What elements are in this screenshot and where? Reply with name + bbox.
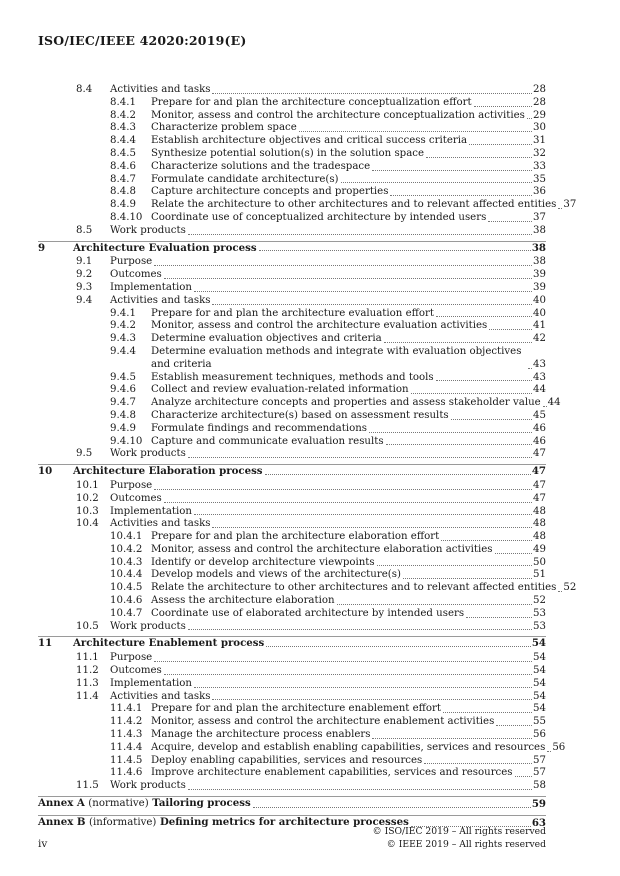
toc-entry-page: 56: [533, 729, 546, 741]
toc-entry-title: Prepare for and plan the architecture evaluation effort: [151, 307, 434, 319]
copyright-ieee: © IEEE 2019 – All rights reserved: [386, 839, 546, 850]
toc-entry-page: 33: [533, 160, 546, 172]
toc-entry[interactable]: [38, 741, 566, 755]
toc-entry-page: 47: [533, 492, 546, 504]
dot-leader: [386, 444, 532, 445]
toc-entry-page: 47: [531, 465, 546, 478]
toc-entry-title: Outcomes: [110, 665, 162, 677]
toc-entry-page: 37: [533, 211, 546, 223]
toc-entry-number: 10.1: [76, 479, 99, 491]
dot-leader: [372, 738, 532, 739]
toc-entry[interactable]: [38, 295, 546, 308]
toc-entry-title: Prepare for and plan the architecture elaboration effort: [151, 531, 440, 543]
toc-entry-title: Synthesize potential solution(s) in the solution space: [151, 147, 425, 159]
dot-leader: [515, 776, 533, 777]
toc-entry-title: Implementation: [110, 281, 192, 293]
toc-entry-title: Capture architecture concepts and properties: [151, 186, 389, 198]
annex-entry[interactable]: [38, 796, 546, 812]
toc-entry-title: Capture and communicate evaluation results: [151, 435, 384, 447]
toc-entry-number: 9.4.7: [110, 397, 136, 409]
toc-entry-title: Activities and tasks: [110, 690, 211, 702]
toc-entry-number: 8.5: [76, 224, 93, 236]
toc-entry[interactable]: [38, 531, 546, 544]
toc-entry[interactable]: [38, 480, 546, 493]
toc-entry-number: 10: [38, 465, 53, 478]
toc-entry-number: 8.4.3: [110, 122, 136, 134]
dot-leader: [164, 502, 532, 503]
toc-entry[interactable]: [38, 716, 546, 729]
toc-entry-title: Establish architecture objectives and critical success criteria: [151, 135, 468, 147]
toc-entry-number: 9.4.8: [110, 409, 136, 421]
toc-entry-title: Purpose: [110, 479, 153, 491]
dot-leader: [403, 578, 532, 579]
toc-entry-number: 9.4.3: [110, 333, 136, 345]
dot-leader: [436, 380, 532, 381]
annex-label: Annex B: [38, 815, 86, 828]
toc-entry[interactable]: [38, 241, 546, 257]
toc-entry-number: 10.4.2: [110, 543, 143, 555]
toc-entry[interactable]: [38, 678, 546, 691]
toc-entry[interactable]: [38, 755, 546, 768]
toc-entry-page: 38: [531, 241, 546, 254]
annex-page: 59: [531, 798, 546, 811]
toc-entry-number: 10.2: [76, 492, 99, 504]
toc-entry[interactable]: [38, 320, 546, 333]
dot-leader: [164, 674, 532, 675]
dot-leader: [253, 807, 531, 808]
toc-entry-number: 11.4.5: [110, 754, 143, 766]
document-header: ISO/IEC/IEEE 42020:2019(E): [38, 33, 247, 48]
toc-entry[interactable]: [38, 84, 546, 97]
toc-entry-page: 57: [533, 767, 546, 779]
dot-leader: [212, 699, 532, 700]
toc-entry-title: Characterize architecture(s) based on assessment results: [151, 409, 449, 421]
toc-entry-page: 40: [533, 307, 546, 319]
toc-entry-page: 36: [533, 186, 546, 198]
dot-leader: [194, 291, 532, 292]
toc-entry[interactable]: [38, 333, 546, 346]
toc-entry-page: 28: [533, 84, 546, 95]
toc-entry[interactable]: [38, 729, 546, 742]
toc-entry-number: 9.4.4: [110, 345, 136, 357]
toc-entry-page: 48: [533, 518, 546, 530]
dot-leader: [390, 195, 532, 196]
toc-entry-title: Monitor, assess and control the architecture conceptualization activities: [151, 109, 525, 121]
dot-leader: [543, 406, 547, 407]
toc-entry-page: 51: [533, 569, 546, 581]
toc-entry-page: 40: [533, 294, 546, 306]
toc-entry-page: 52: [563, 582, 577, 594]
toc-entry-number: 11: [38, 637, 53, 650]
toc-entry-page: 44: [547, 397, 561, 409]
toc-entry-number: 10.4.1: [110, 531, 143, 543]
toc-entry[interactable]: [38, 518, 546, 531]
toc-entry-title: Determine evaluation methods and integrate with evaluation objectives and criteria: [151, 345, 522, 370]
dot-leader: [259, 250, 531, 251]
dot-leader: [466, 617, 532, 618]
dot-leader: [212, 527, 532, 528]
toc-entry-title: Manage the architecture process enablers: [151, 729, 371, 741]
toc-entry[interactable]: [38, 621, 546, 634]
toc-entry[interactable]: [38, 256, 546, 269]
toc-entry[interactable]: [38, 636, 546, 652]
dot-leader: [154, 265, 532, 266]
toc-entry[interactable]: [38, 436, 546, 449]
toc-entry-page: 46: [533, 435, 546, 447]
dot-leader: [488, 221, 532, 222]
toc-entry[interactable]: [38, 346, 546, 372]
toc-entry-number: 11.4.1: [110, 703, 143, 715]
toc-entry-title: Activities and tasks: [110, 294, 211, 306]
toc-entry-number: 9.4.6: [110, 384, 136, 396]
toc-entry[interactable]: [38, 569, 546, 582]
toc-entry-page: 54: [533, 652, 546, 664]
dot-leader: [299, 131, 532, 132]
toc-entry-page: 41: [533, 320, 546, 332]
toc-entry-number: 10.4: [76, 518, 99, 530]
toc-entry-page: 42: [533, 333, 546, 345]
dot-leader: [188, 234, 532, 235]
toc-entry-page: 43: [533, 358, 546, 370]
toc-entry-number: 9.4.2: [110, 320, 136, 332]
toc-entry-title: Develop models and views of the architecture(s): [151, 569, 401, 581]
toc-entry-title: Formulate candidate architecture(s): [151, 173, 339, 185]
toc-entry-page: 47: [533, 479, 546, 491]
dot-leader: [547, 751, 551, 752]
toc-entry-number: 8.4.7: [110, 173, 136, 185]
dot-leader: [188, 457, 532, 458]
toc-entry-title: Establish measurement techniques, methods and tools: [151, 371, 434, 383]
toc-entry-page: 54: [533, 677, 546, 689]
toc-entry[interactable]: [38, 703, 546, 716]
toc-entry-number: 8.4: [76, 84, 93, 95]
toc-entry-page: 54: [531, 637, 546, 650]
toc-entry[interactable]: [38, 174, 546, 187]
toc-entry-page: 56: [552, 741, 566, 753]
toc-entry-page: 49: [533, 543, 546, 555]
dot-leader: [558, 591, 562, 592]
toc-entry-title: Architecture Enablement process: [73, 637, 265, 650]
toc-entry-title: Identify or develop architecture viewpoints: [151, 556, 375, 568]
toc-entry[interactable]: [38, 410, 546, 423]
toc-entry-page: 45: [533, 409, 546, 421]
toc-entry[interactable]: [38, 557, 546, 570]
toc-entry-page: 55: [533, 716, 546, 728]
annex-title: Defining metrics for architecture processes: [159, 815, 409, 828]
toc-entry[interactable]: [38, 122, 546, 135]
toc-entry-page: 52: [533, 595, 546, 607]
toc-entry-number: 9.4.5: [110, 371, 136, 383]
toc-entry[interactable]: [38, 423, 546, 436]
dot-leader: [441, 540, 532, 541]
toc-entry-title: Formulate findings and recommendations: [151, 422, 368, 434]
toc-entry-number: 10.5: [76, 620, 99, 632]
toc-entry[interactable]: [38, 595, 546, 608]
toc-entry-page: 44: [533, 384, 546, 396]
toc-entry[interactable]: [38, 148, 546, 161]
dot-leader: [558, 208, 562, 209]
toc-entry-page: 54: [533, 690, 546, 702]
toc-entry-number: 11.3: [76, 677, 99, 689]
toc-entry-title: Purpose: [110, 256, 153, 268]
toc-entry[interactable]: [38, 225, 546, 238]
toc-entry-title: Relate the architecture to other architectures and to relevant affected entities: [151, 199, 557, 211]
dot-leader: [528, 368, 532, 369]
toc-entry-page: 54: [533, 703, 546, 715]
toc-entry-title: Work products: [110, 448, 186, 460]
toc-entry-number: 11.4.3: [110, 729, 143, 741]
toc-entry-page: 48: [533, 505, 546, 517]
toc-entry-title: Architecture Evaluation process: [73, 241, 257, 254]
toc-entry-number: 10.4.5: [110, 582, 143, 594]
toc-entry-title: Outcomes: [110, 492, 162, 504]
dot-leader: [266, 646, 531, 647]
annex-page: 63: [531, 816, 546, 829]
toc-entry-title: Relate the architecture to other architectures and to relevant affected entities: [151, 582, 557, 594]
toc-entry-number: 9: [38, 241, 46, 254]
dot-leader: [436, 316, 532, 317]
toc-entry[interactable]: [38, 448, 546, 461]
toc-entry-page: 54: [533, 665, 546, 677]
toc-entry[interactable]: [38, 212, 546, 225]
toc-entry-number: 10.4.4: [110, 569, 143, 581]
toc-entry-title: Monitor, assess and control the architecture enablement activities: [151, 716, 495, 728]
toc-entry-title: Assess the architecture elaboration: [151, 595, 335, 607]
dot-leader: [369, 432, 532, 433]
toc-entry-number: 9.1: [76, 256, 93, 268]
toc-entry-title: Outcomes: [110, 269, 162, 281]
toc-entry-number: 11.4.6: [110, 767, 143, 779]
toc-entry-title: Monitor, assess and control the architecture elaboration activities: [151, 543, 493, 555]
toc-entry-page: 38: [533, 256, 546, 268]
dot-leader: [154, 661, 532, 662]
toc-entry-number: 8.4.1: [110, 96, 136, 108]
toc-entry[interactable]: [38, 780, 546, 793]
dot-leader: [469, 144, 532, 145]
toc-entry-page: 39: [533, 269, 546, 281]
toc-entry-page: 38: [533, 224, 546, 236]
toc-entry-page: 43: [533, 371, 546, 383]
toc-entry[interactable]: [38, 544, 546, 557]
toc-entry-page: 37: [563, 199, 577, 211]
dot-leader: [411, 393, 532, 394]
toc-entry[interactable]: [38, 97, 546, 110]
toc-entry-number: 10.4.6: [110, 595, 143, 607]
toc-entry-number: 10.3: [76, 505, 99, 517]
toc-entry-title: Activities and tasks: [110, 518, 211, 530]
toc-entry[interactable]: [38, 506, 546, 519]
toc-entry-title: Monitor, assess and control the architecture evaluation activities: [151, 320, 488, 332]
toc-entry-number: 9.3: [76, 281, 93, 293]
toc-entry[interactable]: [38, 397, 561, 410]
toc-entry-title: Implementation: [110, 505, 192, 517]
toc-entry-title: Characterize solutions and the tradespace: [151, 160, 371, 172]
toc-entry[interactable]: [38, 282, 546, 295]
dot-leader: [265, 474, 531, 475]
toc-entry-title: Improve architecture enablement capabilities, services and resources: [151, 767, 513, 779]
dot-leader: [212, 304, 532, 305]
toc-entry-page: 47: [533, 448, 546, 460]
toc-entry[interactable]: [38, 665, 546, 678]
toc-entry-number: 8.4.8: [110, 186, 136, 198]
dot-leader: [474, 106, 532, 107]
toc-entry-page: 57: [533, 754, 546, 766]
toc-entry-page: 53: [533, 607, 546, 619]
dot-leader: [489, 329, 532, 330]
toc-entry[interactable]: [38, 199, 577, 212]
annex-kind: (normative): [88, 798, 149, 810]
toc-entry[interactable]: [38, 269, 546, 282]
toc-entry-page: 35: [533, 173, 546, 185]
toc-entry-number: 9.2: [76, 269, 93, 281]
toc-entry[interactable]: [38, 384, 546, 397]
toc-entry-number: 9.5: [76, 448, 93, 460]
toc-entry-number: 11.2: [76, 665, 99, 677]
toc-entry-number: 11.5: [76, 780, 99, 792]
dot-leader: [527, 118, 532, 119]
toc-entry-title: Analyze architecture concepts and properties and assess stakeholder value: [151, 397, 541, 409]
toc-entry-page: 32: [533, 147, 546, 159]
toc-entry[interactable]: [38, 608, 546, 621]
toc-entry-number: 11.4: [76, 690, 99, 702]
dot-leader: [188, 629, 532, 630]
toc-entry[interactable]: [38, 308, 546, 321]
dot-leader: [372, 170, 532, 171]
toc-entry-page: 28: [533, 96, 546, 108]
page-number: iv: [38, 838, 48, 850]
annex-kind: (informative): [88, 816, 157, 828]
toc-entry-number: 11.4.2: [110, 716, 143, 728]
dot-leader: [188, 789, 532, 790]
toc-entry-number: 8.4.2: [110, 109, 136, 121]
toc-entry-title: Activities and tasks: [110, 84, 211, 95]
toc-entry[interactable]: [38, 652, 546, 665]
toc-entry-number: 11.4.4: [110, 741, 143, 753]
dot-leader: [337, 604, 532, 605]
toc-entry-number: 8.4.6: [110, 160, 136, 172]
dot-leader: [426, 157, 532, 158]
toc-entry[interactable]: [38, 582, 577, 595]
toc-entry-title: Coordinate use of conceptualized architecture by intended users: [151, 211, 487, 223]
dot-leader: [154, 489, 532, 490]
toc-entry[interactable]: [38, 493, 546, 506]
toc-entry-title: Prepare for and plan the architecture conceptualization effort: [151, 96, 472, 108]
dot-leader: [194, 514, 532, 515]
toc-entry-title: Implementation: [110, 677, 192, 689]
toc-entry-page: 58: [533, 780, 546, 792]
dot-leader: [341, 182, 532, 183]
toc-entry-number: 9.4.10: [110, 435, 143, 447]
copyright-iso: © ISO/IEC 2019 – All rights reserved: [372, 826, 546, 837]
table-of-contents: [38, 84, 577, 831]
dot-leader: [384, 342, 532, 343]
toc-entry-title: Acquire, develop and establish enabling capabilities, services and resources: [151, 741, 546, 753]
toc-entry[interactable]: [38, 372, 546, 385]
dot-leader: [194, 687, 532, 688]
toc-entry-title: Characterize problem space: [151, 122, 297, 134]
toc-entry-title: Deploy enabling capabilities, services and resources: [151, 754, 423, 766]
toc-entry-number: 10.4.3: [110, 556, 143, 568]
dot-leader: [424, 763, 532, 764]
dot-leader: [212, 93, 532, 94]
toc-entry[interactable]: [38, 767, 546, 780]
toc-entry-page: 29: [533, 109, 546, 121]
dot-leader: [443, 712, 532, 713]
toc-entry-page: 48: [533, 531, 546, 543]
toc-entry[interactable]: [38, 135, 546, 148]
toc-entry-number: 9.4.9: [110, 422, 136, 434]
toc-entry-title: Collect and review evaluation-related information: [151, 384, 409, 396]
toc-entry[interactable]: [38, 186, 546, 199]
toc-entry-page: 39: [533, 281, 546, 293]
toc-entry-title: Work products: [110, 224, 186, 236]
toc-entry-title: Work products: [110, 780, 186, 792]
toc-entry-number: 8.4.9: [110, 199, 136, 211]
toc-entry-title: Purpose: [110, 652, 153, 664]
toc-entry-number: 8.4.10: [110, 211, 143, 223]
dot-leader: [495, 553, 533, 554]
toc-entry-title: Determine evaluation objectives and criteria: [151, 333, 382, 345]
dot-leader: [164, 278, 532, 279]
toc-entry-number: 9.4: [76, 294, 93, 306]
toc-entry-title: Work products: [110, 620, 186, 632]
dot-leader: [451, 419, 532, 420]
toc-entry-number: 11.1: [76, 652, 99, 664]
toc-entry-page: 31: [533, 135, 546, 147]
dot-leader: [377, 565, 532, 566]
toc-entry-number: 8.4.4: [110, 135, 136, 147]
toc-entry-title: Architecture Elaboration process: [73, 465, 263, 478]
toc-entry-page: 50: [533, 556, 546, 568]
toc-entry[interactable]: [38, 110, 546, 123]
toc-entry-title: Prepare for and plan the architecture enablement effort: [151, 703, 441, 715]
toc-entry-page: 46: [533, 422, 546, 434]
toc-entry-page: 53: [533, 620, 546, 632]
toc-entry[interactable]: [38, 464, 546, 480]
toc-entry-number: 10.4.7: [110, 607, 143, 619]
annex-title: Tailoring process: [152, 797, 251, 810]
toc-entry-title: Coordinate use of elaborated architecture by intended users: [151, 607, 465, 619]
dot-leader: [496, 725, 532, 726]
toc-entry-number: 8.4.5: [110, 147, 136, 159]
toc-entry-page: 30: [533, 122, 546, 134]
annex-label: Annex A: [38, 797, 85, 810]
toc-entry-number: 9.4.1: [110, 307, 136, 319]
toc-entry[interactable]: [38, 691, 546, 704]
toc-entry[interactable]: [38, 161, 546, 174]
